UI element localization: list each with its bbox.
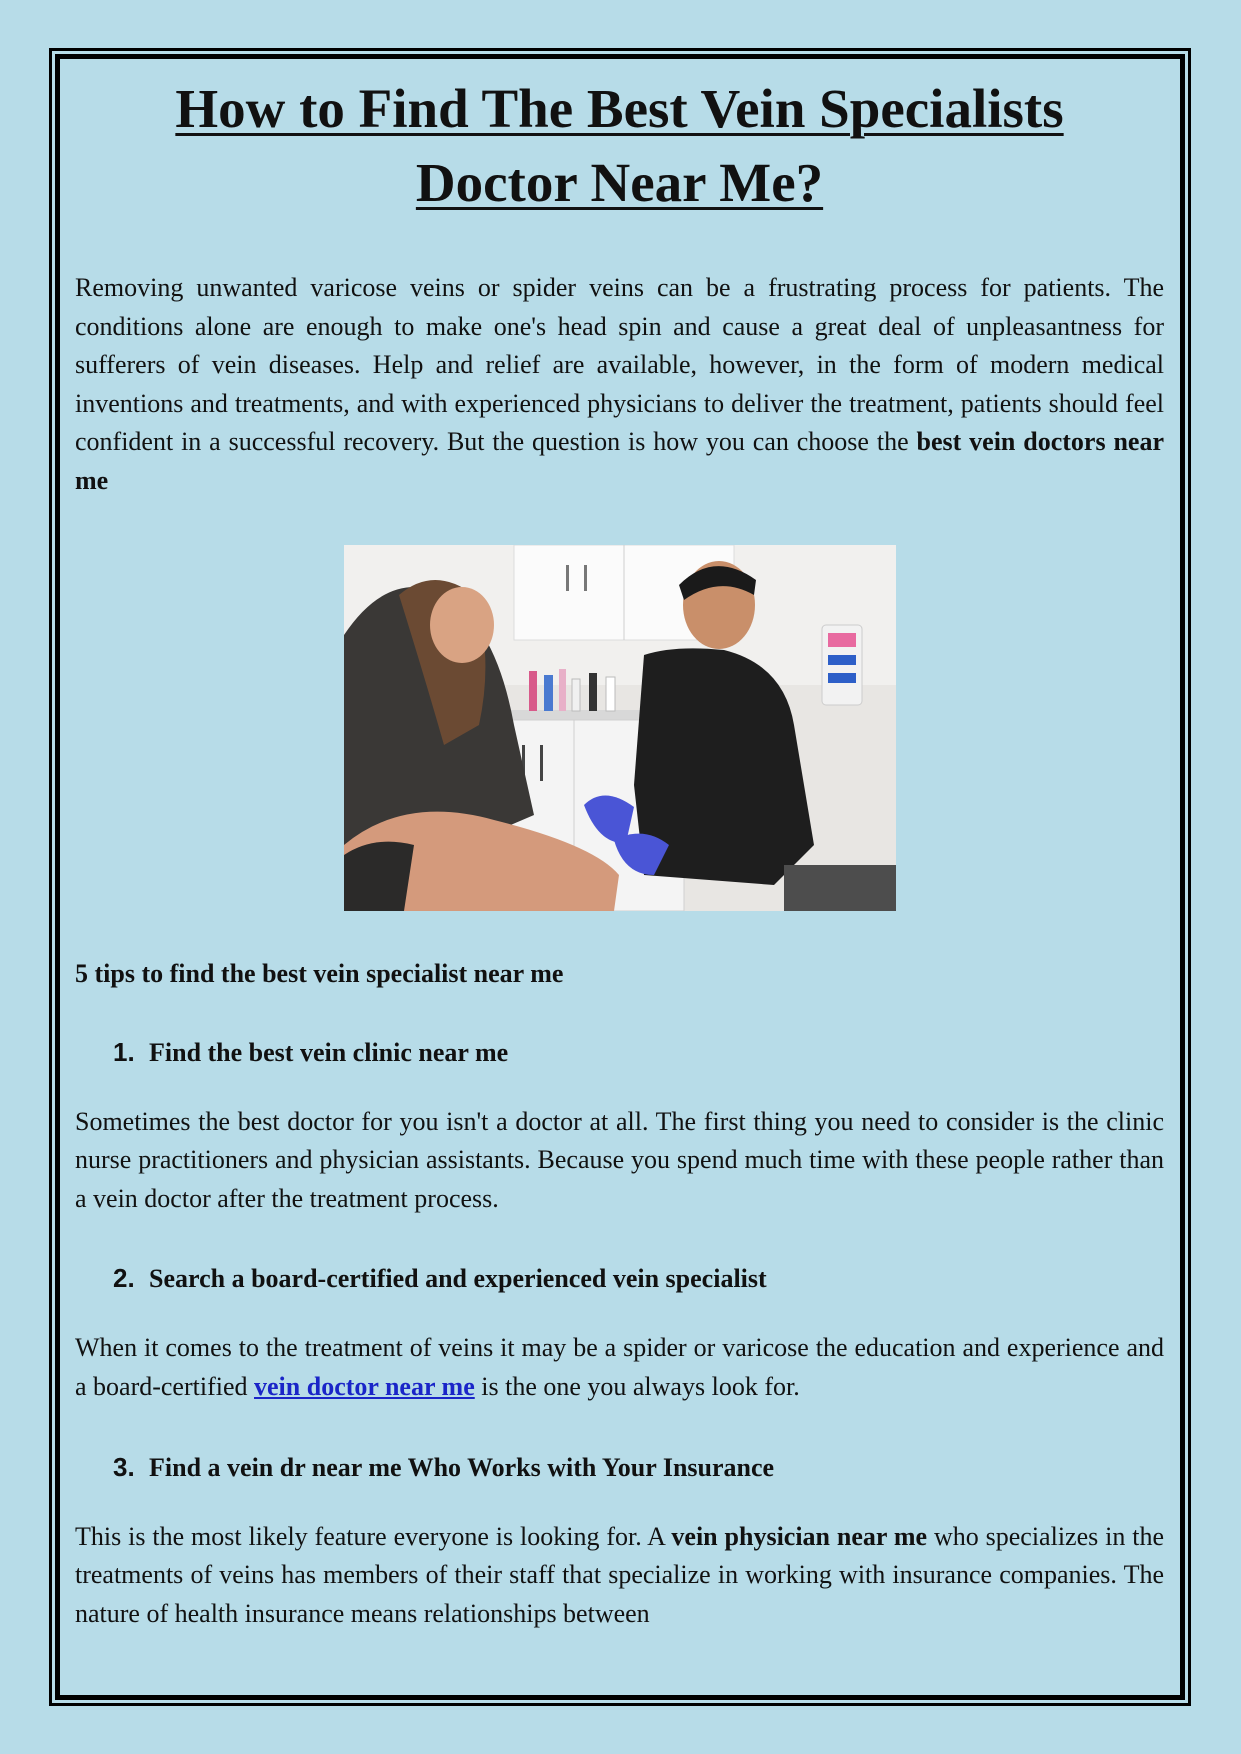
photo-container [75,545,1164,911]
vein-doctor-link[interactable]: vein doctor near me [254,1371,475,1401]
tip-3-number: 3. [113,1451,135,1482]
tip-2-title: Search a board-certified and experienced vein specialist [149,1264,767,1294]
doctor-patient-photo [344,545,896,911]
tip-3-body-end: who specializes in the treatments of veins has members of their staff that specialize in working with insurance companies. The nature of health insurance means relationships between [75,1521,1165,1628]
intro-bold-keyword: best vein doctors near me [75,427,1165,495]
tip-2-number: 2. [113,1263,135,1294]
article-title [75,72,1164,220]
tip-3-body-text: This is the most likely feature everyone is looking for. A [75,1521,672,1551]
intro-text: Removing unwanted varicose veins or spider veins can be a frustrating process for patients. The conditions alone are enough to make one's head spin and cause a great deal of unpleasantness for sufferers of vein diseases. Help and relief are available, however, in the form of modern medical inventions and treatments, and with experienced physicians to deliver the treatment, patients should feel confident in a successful recovery. But the question is how you can choose the [75,273,1164,457]
title-line-2: Doctor Near Me? [415,152,824,213]
tips-heading: 5 tips to find the best vein specialist near me [75,958,564,988]
tip-1-title: Find the best vein clinic near me [149,1037,509,1067]
tip-3-heading [113,1449,1164,1486]
tip-1-body: Sometimes the best doctor for you isn't a doctor at all. The first thing you need to consider is the clinic nurse practitioners and physician assistants. Because you spend much time with these people rather than a vein doctor after the treatment process. [75,1106,1164,1213]
tip-2-body [75,1329,1164,1406]
tip-2-heading [113,1260,1164,1297]
intro-paragraph [75,269,1164,501]
tip-3-bold-keyword: vein physician near me [671,1521,928,1551]
tip-3-title: Find a vein dr near me Who Works with Your Insurance [149,1452,775,1482]
title-line-1: How to Find The Best Vein Specialists [175,78,1064,139]
tip-2-body-end: is the one you always look for. [474,1371,800,1401]
tip-1-heading [113,1034,1164,1071]
tip-2-body-text: When it comes to the treatment of veins it may be a spider or varicose the education and experience and a board-certified [75,1333,1164,1401]
article [75,72,1164,1633]
tip-1-number: 1. [113,1036,135,1067]
tip-3-body [75,1518,1164,1634]
